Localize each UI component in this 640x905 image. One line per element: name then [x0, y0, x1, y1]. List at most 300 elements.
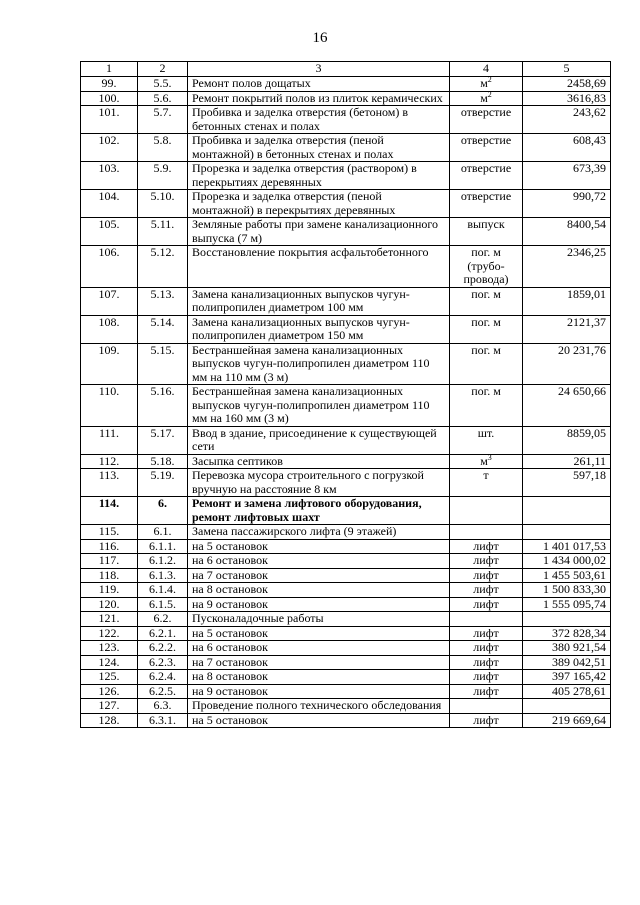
- row-code-text: 6.2.3.: [149, 654, 176, 669]
- row-unit: [450, 497, 523, 525]
- row-code-text: 5.12.: [150, 245, 175, 259]
- row-unit-text: лифт: [473, 553, 499, 567]
- table-row: [81, 91, 611, 106]
- table-row: [81, 626, 611, 641]
- row-price-text: 243,62: [573, 105, 606, 119]
- row-code-text: 6.1.4.: [149, 582, 176, 596]
- row-name-text: на 6 остановок: [192, 640, 268, 654]
- row-name-text: Замена пассажирского лифта (9 этажей): [192, 524, 397, 538]
- row-unit-text: лифт: [473, 654, 499, 669]
- row-unit-text: пог. м: [471, 342, 501, 357]
- row-code: [138, 670, 188, 685]
- row-unit-text: м: [480, 453, 488, 468]
- row-name: [188, 91, 450, 106]
- row-price: [523, 106, 611, 134]
- row-code: [138, 77, 188, 92]
- row-unit: [450, 77, 523, 92]
- row-price-text: 1 555 095,74: [543, 596, 606, 611]
- row-number-text: 104.: [98, 189, 120, 203]
- row-number: [81, 612, 138, 627]
- row-name: [188, 684, 450, 699]
- row-name-text: Прорезка и заделка отверстия (пеной монтажной) в перекрытиях деревянных: [192, 189, 396, 217]
- row-unit: [450, 287, 523, 315]
- row-price: [523, 583, 611, 598]
- row-number-text: 103.: [98, 161, 120, 175]
- row-code: [138, 287, 188, 315]
- row-name-text: Перевозка мусора строительного с погрузкой вручную на расстояние 8 км: [192, 468, 424, 496]
- row-price: [523, 454, 611, 469]
- row-code-text: 5.18.: [150, 453, 175, 468]
- row-unit: [450, 106, 523, 134]
- row-price-text: 990,72: [573, 189, 606, 203]
- row-number: [81, 106, 138, 134]
- row-name: [188, 497, 450, 525]
- row-code: [138, 343, 188, 385]
- row-name-text: на 9 остановок: [192, 683, 268, 698]
- table-row: [81, 655, 611, 670]
- row-unit: [450, 315, 523, 343]
- table-row: [81, 77, 611, 92]
- row-code-text: 6.3.1.: [149, 712, 176, 727]
- row-unit: [450, 655, 523, 670]
- row-price: [523, 385, 611, 427]
- row-price-text: 1 434 000,02: [543, 553, 606, 567]
- row-number: [81, 454, 138, 469]
- row-unit: [450, 426, 523, 454]
- row-unit: [450, 162, 523, 190]
- row-price-text: 1859,01: [567, 286, 606, 301]
- table-row: [81, 597, 611, 612]
- row-number-text: 101.: [98, 105, 120, 119]
- row-unit: [450, 713, 523, 728]
- row-unit: [450, 699, 523, 714]
- row-name-text: на 7 остановок: [192, 567, 268, 582]
- table-row: [81, 554, 611, 569]
- row-name: [188, 343, 450, 385]
- row-code-text: 6.: [158, 496, 167, 510]
- row-price: [523, 670, 611, 685]
- row-number-text: 111.: [98, 425, 120, 440]
- row-unit-text: отверстие: [460, 105, 512, 119]
- row-code: [138, 162, 188, 190]
- unit-superscript: 2: [487, 89, 492, 99]
- row-price: [523, 77, 611, 92]
- row-number: [81, 190, 138, 218]
- row-code-text: 6.1.3.: [149, 567, 176, 582]
- row-name-text: на 8 остановок: [192, 669, 268, 683]
- row-name: [188, 287, 450, 315]
- row-number: [81, 246, 138, 288]
- row-code-text: 5.6.: [153, 90, 172, 105]
- row-unit-text: лифт: [473, 567, 499, 582]
- row-price-text: 380 921,54: [552, 640, 606, 654]
- row-name: [188, 626, 450, 641]
- row-unit: [450, 385, 523, 427]
- row-name: [188, 539, 450, 554]
- row-price-text: 261,11: [573, 453, 606, 468]
- row-unit: [450, 218, 523, 246]
- row-code: [138, 469, 188, 497]
- header-col-1: 1: [81, 62, 138, 77]
- row-number-text: 105.: [98, 217, 120, 231]
- header-col-4: 4: [450, 62, 523, 77]
- row-code: [138, 426, 188, 454]
- table-row: [81, 134, 611, 162]
- row-number-text: 121.: [98, 611, 120, 625]
- row-price-text: 24 650,66: [558, 384, 606, 398]
- row-number: [81, 626, 138, 641]
- row-number-text: 124.: [98, 654, 120, 669]
- row-unit-text: выпуск: [467, 217, 505, 231]
- row-unit-text: шт.: [477, 425, 495, 440]
- row-name: [188, 246, 450, 288]
- row-unit-text: лифт: [473, 625, 499, 640]
- row-price-text: 2346,25: [567, 245, 606, 259]
- table-header-row: [81, 62, 611, 77]
- row-number-text: 123.: [98, 640, 120, 654]
- row-price: [523, 134, 611, 162]
- page-number: 16: [312, 30, 328, 46]
- row-price: [523, 190, 611, 218]
- row-code-text: 6.1.2.: [149, 553, 176, 567]
- row-unit-text: т: [483, 468, 489, 482]
- row-price-text: 2121,37: [567, 314, 606, 329]
- row-unit: [450, 626, 523, 641]
- unit-superscript: 3: [487, 452, 492, 462]
- row-name-text: Земляные работы при замене канализационного выпуска (7 м): [192, 217, 439, 245]
- row-price: [523, 684, 611, 699]
- row-unit-text: отверстие: [460, 189, 512, 203]
- table-row: [81, 612, 611, 627]
- row-name: [188, 162, 450, 190]
- row-number-text: 119.: [98, 582, 120, 596]
- header-col-2: 2: [138, 62, 188, 77]
- row-name-text: на 6 остановок: [192, 553, 268, 567]
- row-code-text: 5.9.: [153, 161, 172, 175]
- row-price: [523, 218, 611, 246]
- row-code-text: 5.14.: [150, 314, 175, 329]
- row-number-text: 112.: [98, 453, 120, 468]
- row-unit: [450, 190, 523, 218]
- row-code-text: 6.1.1.: [149, 538, 176, 553]
- row-code: [138, 134, 188, 162]
- row-price: [523, 525, 611, 540]
- table-row: [81, 497, 611, 525]
- row-unit: [450, 134, 523, 162]
- row-number-text: 115.: [98, 524, 120, 538]
- row-unit-text: пог. м: [471, 314, 501, 329]
- row-number-text: 114.: [98, 496, 120, 510]
- row-name: [188, 655, 450, 670]
- row-name: [188, 454, 450, 469]
- row-code: [138, 713, 188, 728]
- row-unit: [450, 583, 523, 598]
- row-code: [138, 597, 188, 612]
- row-code: [138, 568, 188, 583]
- row-code: [138, 641, 188, 656]
- row-unit-text: м: [480, 76, 488, 90]
- row-number-text: 116.: [98, 538, 120, 553]
- table-row: [81, 684, 611, 699]
- table-row: [81, 287, 611, 315]
- row-code-text: 6.3.: [153, 698, 172, 712]
- row-name: [188, 190, 450, 218]
- row-unit-text: м: [480, 90, 488, 105]
- row-price-text: 8859,05: [567, 425, 606, 440]
- row-number-text: 117.: [98, 553, 120, 567]
- row-number-text: 100.: [98, 90, 120, 105]
- row-unit-text: лифт: [473, 683, 499, 698]
- row-price: [523, 539, 611, 554]
- row-name-text: Ввод в здание, присоединение к существующей сети: [192, 425, 437, 453]
- row-unit-text: лифт: [473, 538, 499, 553]
- row-name-text: на 5 остановок: [192, 538, 268, 553]
- row-unit-text: лифт: [473, 712, 499, 727]
- row-unit: [450, 684, 523, 699]
- row-number-text: 110.: [98, 384, 120, 398]
- row-name-text: на 7 остановок: [192, 654, 268, 669]
- row-unit-text: отверстие: [460, 161, 512, 175]
- row-number-text: 120.: [98, 596, 120, 611]
- table-body: [81, 77, 611, 728]
- table-row: [81, 568, 611, 583]
- row-price: [523, 246, 611, 288]
- row-unit-text: отверстие: [460, 133, 512, 147]
- row-number: [81, 218, 138, 246]
- row-price-text: 397 165,42: [552, 669, 606, 683]
- row-price-text: 673,39: [573, 161, 606, 175]
- price-table: [80, 61, 611, 728]
- table-row: [81, 343, 611, 385]
- row-number: [81, 554, 138, 569]
- row-number: [81, 426, 138, 454]
- row-price: [523, 568, 611, 583]
- row-name: [188, 315, 450, 343]
- row-code: [138, 385, 188, 427]
- row-code-text: 5.17.: [150, 425, 175, 440]
- row-number-text: 128.: [98, 712, 120, 727]
- row-code-text: 5.5.: [153, 76, 172, 90]
- table-row: [81, 162, 611, 190]
- row-price-text: 372 828,34: [552, 625, 606, 640]
- row-number-text: 113.: [98, 468, 120, 482]
- row-price-text: 1 455 503,61: [543, 567, 606, 582]
- row-price: [523, 497, 611, 525]
- row-price-text: 1 401 017,53: [543, 538, 606, 553]
- row-unit: [450, 568, 523, 583]
- table-row: [81, 454, 611, 469]
- row-name-text: Засыпка септиков: [192, 453, 283, 468]
- row-price: [523, 713, 611, 728]
- table-row: [81, 670, 611, 685]
- row-number: [81, 568, 138, 583]
- row-name: [188, 597, 450, 612]
- row-name-text: на 5 остановок: [192, 712, 268, 727]
- row-name: [188, 525, 450, 540]
- row-code: [138, 525, 188, 540]
- row-code: [138, 626, 188, 641]
- row-name: [188, 426, 450, 454]
- table-row: [81, 315, 611, 343]
- row-code-text: 6.2.5.: [149, 683, 176, 698]
- row-number-text: 127.: [98, 698, 120, 712]
- row-price-text: 2458,69: [567, 76, 606, 90]
- table-row: [81, 190, 611, 218]
- row-unit-text: лифт: [473, 596, 499, 611]
- row-number-text: 118.: [98, 567, 120, 582]
- row-name-text: Пусконаладочные работы: [192, 611, 324, 625]
- row-name-text: Ремонт покрытий полов из плиток керамических: [192, 90, 443, 105]
- row-unit: [450, 641, 523, 656]
- row-price: [523, 162, 611, 190]
- row-number-text: 109.: [98, 342, 120, 357]
- row-code: [138, 612, 188, 627]
- row-price-text: 405 278,61: [552, 683, 606, 698]
- row-name-text: на 9 остановок: [192, 596, 268, 611]
- row-number-text: 126.: [98, 683, 120, 698]
- row-name-text: Восстановление покрытия асфальтобетонного: [192, 245, 429, 259]
- row-code-text: 5.15.: [150, 342, 175, 357]
- row-number: [81, 385, 138, 427]
- row-unit: [450, 91, 523, 106]
- row-price-text: 8400,54: [567, 217, 606, 231]
- row-name-text: Ремонт и замена лифтового оборудования, ремонт лифтовых шахт: [192, 496, 422, 524]
- row-name: [188, 106, 450, 134]
- row-code: [138, 655, 188, 670]
- row-code-text: 6.1.: [153, 524, 172, 538]
- row-number: [81, 497, 138, 525]
- row-name: [188, 583, 450, 598]
- row-unit: [450, 525, 523, 540]
- row-price-text: 608,43: [573, 133, 606, 147]
- row-code: [138, 684, 188, 699]
- row-price: [523, 554, 611, 569]
- row-name-text: на 8 остановок: [192, 582, 268, 596]
- row-number: [81, 134, 138, 162]
- row-number-text: 99.: [101, 76, 117, 90]
- row-price: [523, 91, 611, 106]
- row-unit-text: пог. м: [471, 384, 501, 398]
- row-code: [138, 315, 188, 343]
- table-row: [81, 218, 611, 246]
- row-name: [188, 699, 450, 714]
- table-row: [81, 583, 611, 598]
- row-price: [523, 287, 611, 315]
- row-name-text: Пробивка и заделка отверстия (бетоном) в бетонных стенах и полах: [192, 105, 409, 133]
- row-number: [81, 641, 138, 656]
- row-code: [138, 91, 188, 106]
- row-name-text: Бестраншейная замена канализационных выпусков чугун-полипропилен диаметром 110 мм на 110 мм (3 м): [192, 342, 430, 384]
- row-unit-text: лифт: [473, 582, 499, 596]
- row-code: [138, 454, 188, 469]
- row-number: [81, 525, 138, 540]
- row-number: [81, 583, 138, 598]
- row-number: [81, 684, 138, 699]
- row-number: [81, 713, 138, 728]
- row-price-text: 219 669,64: [552, 712, 606, 727]
- row-number: [81, 287, 138, 315]
- row-code: [138, 246, 188, 288]
- row-name: [188, 670, 450, 685]
- table-row: [81, 713, 611, 728]
- row-code-text: 6.2.4.: [149, 669, 176, 683]
- row-code-text: 5.8.: [153, 133, 172, 147]
- row-code-text: 5.11.: [150, 217, 175, 231]
- row-name-text: Пробивка и заделка отверстия (пеной монтажной) в бетонных стенах и полах: [192, 133, 394, 161]
- row-price-text: 1 500 833,30: [543, 582, 606, 596]
- row-code-text: 6.1.5.: [149, 596, 176, 611]
- table-row: [81, 469, 611, 497]
- row-unit-text: пог. м (трубо-провода): [463, 245, 509, 286]
- row-number-text: 108.: [98, 314, 120, 329]
- row-code: [138, 106, 188, 134]
- row-code-text: 5.19.: [150, 468, 175, 482]
- row-unit: [450, 469, 523, 497]
- row-name: [188, 469, 450, 497]
- row-name: [188, 385, 450, 427]
- row-number: [81, 162, 138, 190]
- row-unit: [450, 554, 523, 569]
- row-code-text: 5.13.: [150, 286, 175, 301]
- row-number: [81, 597, 138, 612]
- row-code: [138, 218, 188, 246]
- row-unit-text: лифт: [473, 669, 499, 683]
- row-price: [523, 626, 611, 641]
- row-number: [81, 315, 138, 343]
- row-name-text: Замена канализационных выпусков чугун-полипропилен диаметром 150 мм: [192, 314, 410, 342]
- row-unit-text: лифт: [473, 640, 499, 654]
- row-price: [523, 641, 611, 656]
- table-row: [81, 539, 611, 554]
- row-price: [523, 655, 611, 670]
- row-number: [81, 469, 138, 497]
- row-code-text: 6.2.1.: [149, 625, 176, 640]
- row-name: [188, 77, 450, 92]
- row-number-text: 107.: [98, 286, 120, 301]
- row-price-text: 20 231,76: [558, 342, 606, 357]
- row-number-text: 106.: [98, 245, 120, 259]
- row-name-text: Ремонт полов дощатых: [192, 76, 311, 90]
- row-code: [138, 699, 188, 714]
- row-code-text: 5.16.: [150, 384, 175, 398]
- row-code: [138, 583, 188, 598]
- row-name-text: Проведение полного технического обследования: [192, 698, 442, 712]
- row-code-text: 6.2.: [153, 611, 172, 625]
- table-row: [81, 246, 611, 288]
- row-unit: [450, 539, 523, 554]
- table-row: [81, 426, 611, 454]
- table-row: [81, 699, 611, 714]
- row-unit: [450, 246, 523, 288]
- row-name: [188, 134, 450, 162]
- row-unit-text: пог. м: [471, 286, 501, 301]
- row-code-text: 6.2.2.: [149, 640, 176, 654]
- header-col-3: 3: [188, 62, 450, 77]
- row-number-text: 125.: [98, 669, 120, 683]
- row-name: [188, 641, 450, 656]
- row-name-text: Прорезка и заделка отверстия (раствором) в перекрытиях деревянных: [192, 161, 417, 189]
- row-name: [188, 612, 450, 627]
- row-code: [138, 539, 188, 554]
- row-name: [188, 713, 450, 728]
- row-price: [523, 612, 611, 627]
- row-code-text: 5.10.: [150, 189, 175, 203]
- row-name-text: на 5 остановок: [192, 625, 268, 640]
- row-code: [138, 497, 188, 525]
- row-name: [188, 218, 450, 246]
- row-unit: [450, 454, 523, 469]
- header-col-5: 5: [523, 62, 611, 77]
